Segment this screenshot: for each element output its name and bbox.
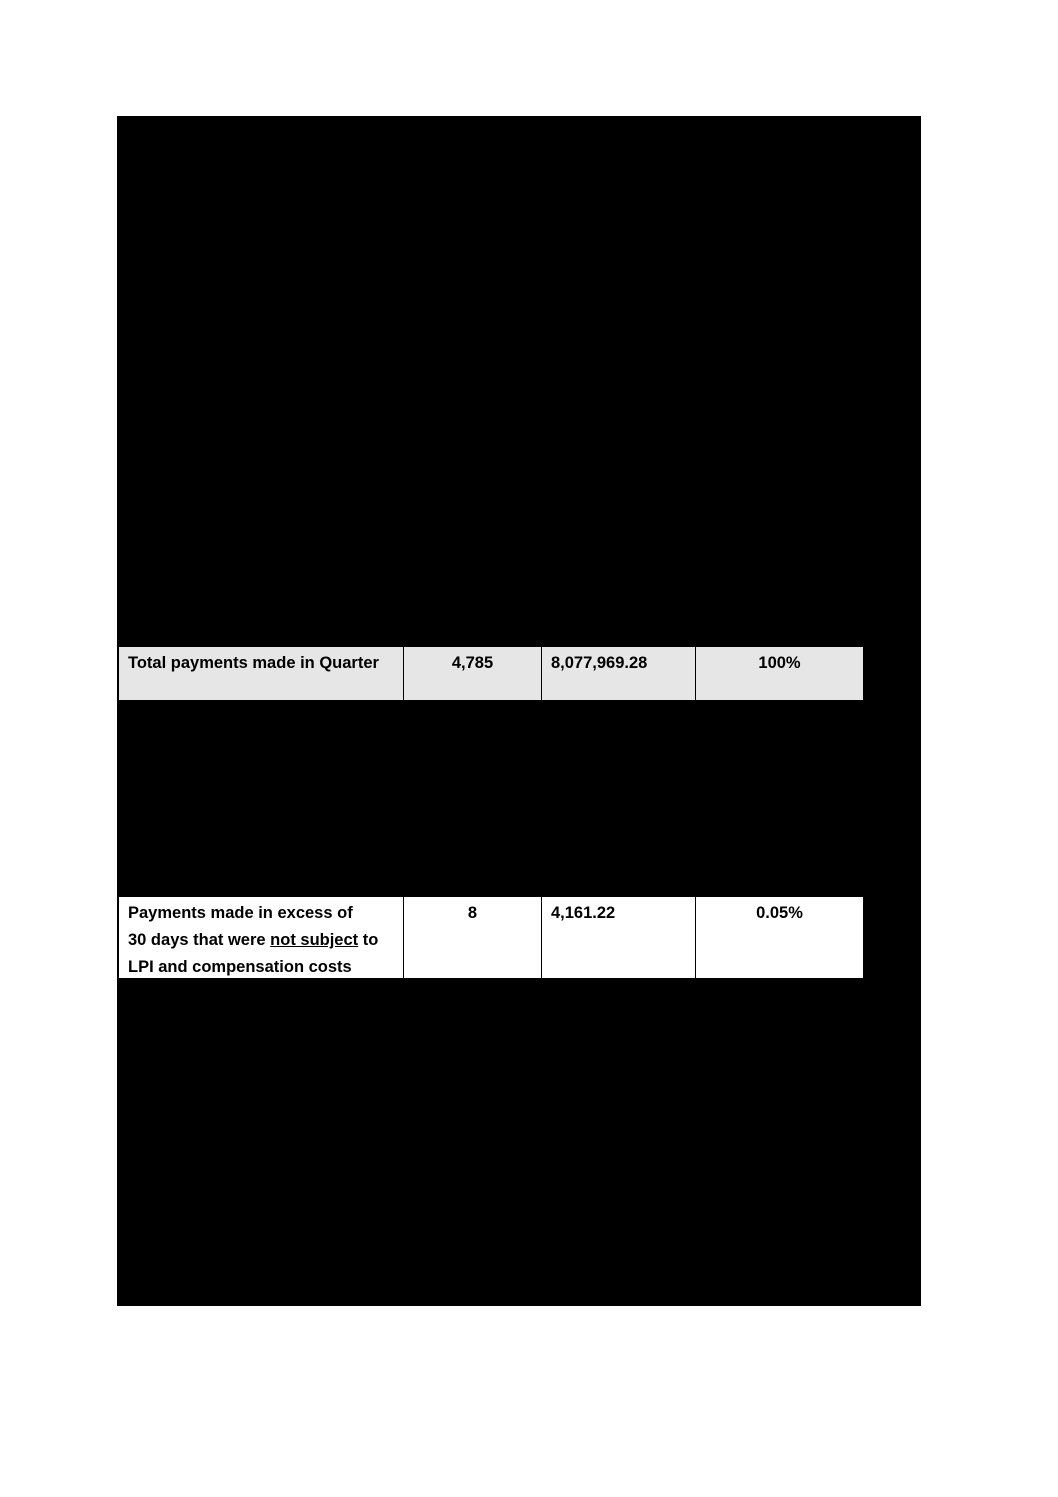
excess-label-line-2-prefix: 30 days that were: [128, 931, 271, 949]
excess-payments-label: [119, 897, 404, 978]
excess-payments-percent: 0.05%: [756, 904, 803, 922]
table-row-excess-payments: [118, 896, 864, 979]
excess-label-line-1: Payments made in excess of: [128, 904, 353, 922]
excess-label-line-3: LPI and compensation costs: [128, 958, 352, 976]
total-payments-count: 4,785: [404, 647, 542, 700]
excess-label-line-2-suffix: to: [358, 931, 379, 949]
excess-payments-count: 8: [404, 897, 542, 978]
total-payments-percent: 100%: [758, 654, 801, 672]
excess-payments-value: 4,161.22: [542, 897, 696, 978]
redaction-block: [117, 116, 921, 1306]
excess-label-not-subject: not subject: [270, 931, 359, 949]
table-row-total-payments: [118, 646, 864, 701]
total-payments-label: Total payments made in Quarter: [119, 647, 404, 700]
total-payments-value: 8,077,969.28: [542, 647, 696, 700]
